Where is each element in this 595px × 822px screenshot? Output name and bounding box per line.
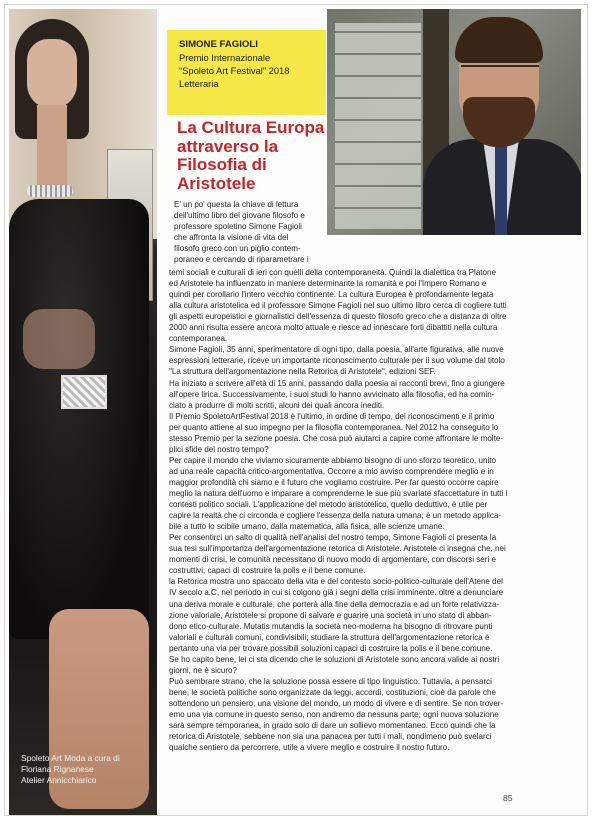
award-header-box [167, 30, 326, 115]
body-text-line: momenti di crisi, le comunità necessitano di nuovo modo di argomentare, con discorsi seri e [169, 555, 496, 565]
author-glasses [461, 65, 539, 81]
model-face [27, 39, 77, 109]
body-text-line: zione valoriale, Aristotele si propone di salvare e guarire una società in uno stato di abban- [169, 610, 492, 620]
model-neck [37, 105, 67, 185]
body-text-line: una deriva morale e culturale, che porterà alla fine della democrazia e ad un forte relativizza- [169, 599, 500, 609]
body-text-line: contemporanea. [169, 334, 228, 344]
intro-text-line: professore spoletino Simone Fagioli [174, 222, 302, 231]
author-hair [455, 17, 543, 63]
belt-buckle [61, 375, 107, 409]
caption-line: Spoleto Art Moda a cura di [21, 753, 120, 763]
body-text-line: ciato a produrre di molti scritti, alcuni dei quali ancora inediti. [169, 400, 385, 410]
intro-text-line: poraneo e cercando di riparametrare i [174, 255, 309, 264]
headline-line: attraverso la [177, 136, 279, 156]
author-name: SIMONE FAGIOLI [179, 39, 258, 50]
model-black-dress [9, 199, 149, 639]
author-tie [495, 145, 507, 235]
body-text-line: giorni, ne è sicuro? [169, 665, 237, 675]
body-text-line: per quanto attiene al suo impegno per la filosofia contemporanea. Nel 2012 ha conseguito lo [169, 422, 499, 432]
body-text-line: gli aspetti europeistici e giornalistici dell'essenza di questo filosofo greco che a distanza di oltre [169, 312, 507, 322]
body-text-line: sottendono un pensiero, una visione del mondo, un modo di vivere e di sentire. Se non trover- [169, 698, 504, 708]
body-text-line: ed Aristotele ha influenzato in maniere determinante la romanità e poi l'Impero Romano e [169, 279, 487, 289]
body-text-line: bile a tutto lo scibile umano, dalla matematica, alla fisica, alle scienze umane. [169, 522, 445, 532]
body-text-line: retorica di Aristotele, sebbene non sia una panacea per tutti i mali, nondimeno può svelarci [169, 732, 492, 742]
body-text-line: capire la realtà che ci circonda e cogliere l'essenza della natura umana; è un metodo applica- [169, 511, 502, 521]
body-text-line: espressioni letterarie, riceve un importante riconoscimento culturale per il suo volume dal titolo [169, 356, 505, 366]
body-text-line: Il Premio SpoletoArtFestival 2018 è l'ultimo, in ordine di tempo, dei riconoscimenti e il primo [169, 411, 495, 421]
body-text-line: contesti politico sociali. L'applicazione del metodo aristotelico, quello deduttivo, è utile per [169, 500, 488, 510]
intro-text-line: filosofo greco con un piglio contem- [174, 244, 301, 253]
body-text-line: quindi per corollario l'intero vecchio continente. La cultura Europea è profondamente legata [169, 290, 494, 300]
caption-line: Atelier Annicchiarico [21, 775, 97, 785]
body-text-line: Per capire il mondo che viviamo sicuramente abbiamo bisogno di uno sforzo teoretico, unito [169, 455, 496, 465]
body-text-line: dono etico-culturale. Mutatis mutandis la società neo-moderna ha bisogno di ritrovare punti [169, 621, 493, 631]
body-text-line: costruttivi, capaci di costruire la polis e il bene comune. [169, 566, 366, 576]
author-portrait-photo [327, 9, 581, 235]
body-text-line: temi sociali e culturali di ieri con quelli della contemporaneità. Quindi la dialettica tra Platone [169, 268, 496, 277]
body-text-line: pertanto una via per trovare possibili soluzioni capaci di costruire la polis e il bene comune. [169, 643, 493, 653]
body-text-line: IV secolo a.C, nel periodo in cui si colgono già i segni della crisi imminente. oltre a denunciare [169, 588, 504, 598]
award-line: Premio Internazionale [179, 52, 271, 63]
intro-text-line: dell'ultimo libro del giovane filosofo e [174, 211, 305, 220]
intro-text-line: che affronta la visione di vita del [174, 233, 289, 242]
caption-line: Floriana Rignanese [21, 764, 94, 774]
body-text-line: "La struttura dell'argomentazione nella Retorica di Aristotele", edizioni SEF. [169, 367, 436, 377]
body-text-line: valoriali e culturali comuni, condivisibili; studiare la struttura dell'argomentazione retorica è [169, 632, 490, 642]
body-text-line: all'opere lirica. Successivamente, i suoi studi lo hanno avvicinato alla filosofia, ed ha comin- [169, 389, 495, 399]
page-number: 85 [503, 793, 513, 803]
body-text-line: emo una via comune in questo senso, non andremo da nessuna parte; ogni nuova soluzione [169, 710, 499, 719]
body-text-line: ad una reale capacità critico-argomentativa. Occorre a mio avviso comprendere meglio e in [169, 466, 494, 476]
photo-caption [21, 753, 151, 786]
intro-text-line: E' un po' questa la chiave di lettura [174, 200, 299, 209]
body-text-line: Simone Fagioli, 35 anni, sperimentatore di ogni tipo, dalla poesia, all'arte figurativa, alle nuove [169, 345, 504, 355]
model-choker [27, 185, 73, 197]
headline-line: Filosofia di [177, 155, 267, 175]
body-text-line: la Retorica mostra uno spaccato della vita e del contesto socio-politico-culturale dell'Atene del [169, 577, 503, 587]
body-text-line: Se ho capito bene, lei ci sta dicendo che le soluzioni di Aristotele sono ancora valide ai nostri [169, 654, 500, 664]
article-headline [177, 119, 325, 193]
magazine-page [4, 4, 588, 816]
body-text-line: Per consentirci un salto di qualità nell'analisi del nostro tempo, Simone Fagioli ci presenta la [169, 533, 497, 543]
fashion-model-photo [9, 9, 157, 815]
body-text-line: plici sfide del nostro tempo? [169, 444, 269, 454]
headline-line: Aristotele [177, 173, 256, 193]
body-text-line: stesso Premio per la sezione poesia. Che cosa può aiutarci a capire come affrontare le molte- [169, 433, 503, 443]
body-text-line: qualche sentiero da percorrere, utile a vivere meglio e costruire il nostro futuro. [169, 743, 450, 753]
body-text-line: meglio la natura dell'uomo e imparare a comprenderne le sue più svariate sfaccettature in tutti i [169, 489, 508, 498]
body-text-line: 2000 anni risulta essere ancora molto attuale e riesce ad innescare forti dibattiti nella cultura [169, 323, 498, 333]
body-text-line: alla cultura aristotelica ed il professore Simone Fagioli nel suo ultimo libro cerca di cogliere tutti [169, 301, 507, 311]
body-text-line: Ha iniziato a scrivere all'età di 15 anni, passando dalla poesia ai racconti brevi, fino a giungere [169, 378, 505, 388]
dress-sheer-panel [23, 309, 95, 369]
award-line: “Spoleto Art Festival” 2018 [179, 65, 290, 76]
body-text-line: bene, le società politiche sono organizzate da leggi, accordi, costituzioni, cioè da parole che [169, 687, 496, 697]
body-text-line: sarà sempre temporanea, in grado solo di dare un sollievo momentaneo. Ecco quindi che la [169, 721, 496, 731]
body-text-line: sua tesi sull'importanza dell'argomentazione retorica di Aristotele. Aristotele ci insegna che, nei [169, 544, 506, 554]
body-text-line: maggior profondità chi siamo e il futuro che vogliamo costruire. Per far questo occorre capire [169, 477, 499, 487]
award-line: Letteraria [179, 78, 219, 89]
body-text-line: Può sembrare strano, che la soluzione possa essere di tipo linguistico. Tuttavia, a pensarci [169, 676, 492, 686]
photo-window [335, 23, 421, 229]
headline-line: La Cultura Europa [177, 118, 325, 137]
